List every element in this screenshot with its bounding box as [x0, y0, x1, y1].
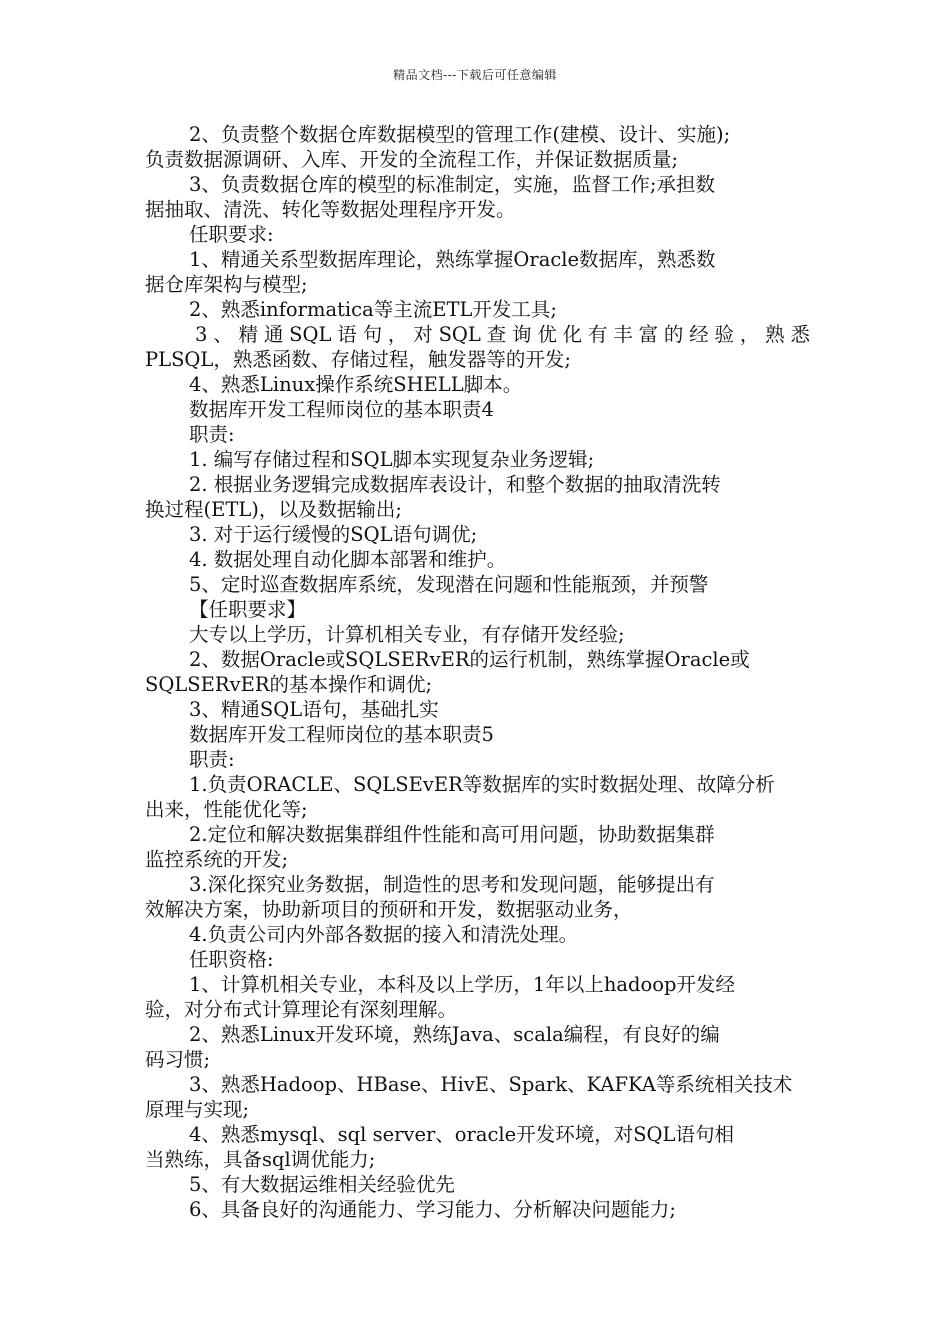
text-line: 大专以上学历，计算机相关专业，有存储开发经验; — [189, 623, 625, 646]
text-line: 换过程(ETL)，以及数据输出; — [145, 498, 402, 521]
document-body — [145, 122, 810, 1222]
text-line: 数据库开发工程师岗位的基本职责5 — [189, 723, 494, 746]
text-line: 1、计算机相关专业，本科及以上学历，1年以上hadoop开发经 — [189, 973, 735, 996]
text-line: 任职要求: — [189, 223, 274, 246]
text-line: 5、定时巡查数据库系统，发现潜在问题和性能瓶颈，并预警 — [189, 573, 709, 596]
text-line: 码习惯; — [145, 1048, 211, 1071]
text-line: 任职资格: — [189, 948, 274, 971]
text-line: 2、负责整个数据仓库数据模型的管理工作(建模、设计、实施); — [189, 123, 731, 146]
text-line: 出来，性能优化等; — [145, 798, 308, 821]
text-line: 验，对分布式计算理论有深刻理解。 — [145, 998, 458, 1021]
text-line: 1、精通关系型数据库理论，熟练掌握Oracle数据库，熟悉数 — [189, 248, 716, 271]
text-line: 4、熟悉mysql、sql server、oracle开发环境，对SQL语句相 — [189, 1123, 734, 1146]
text-line: 2.定位和解决数据集群组件性能和高可用问题，协助数据集群 — [189, 823, 715, 846]
text-line: 3、精通SQL语句，基础扎实 — [189, 698, 439, 721]
text-line: 6、具备良好的沟通能力、学习能力、分析解决问题能力; — [189, 1198, 676, 1221]
text-line: 职责: — [189, 748, 235, 771]
text-line: 原理与实现; — [145, 1098, 250, 1121]
text-line: 职责: — [189, 423, 235, 446]
page-header: 精品文档---下载后可任意编辑 — [393, 68, 557, 82]
text-line: 【任职要求】 — [189, 598, 307, 621]
text-line: PLSQL，熟悉函数、存储过程，触发器等的开发; — [145, 348, 571, 371]
text-line: 2. 根据业务逻辑完成数据库表设计，和整个数据的抽取清洗转 — [189, 473, 721, 496]
text-line: 3.深化探究业务数据，制造性的思考和发现问题，能够提出有 — [189, 873, 715, 896]
text-line: 1.负责ORACLE、SQLSEvER等数据库的实时数据处理、故障分析 — [189, 773, 775, 796]
text-line: 4. 数据处理自动化脚本部署和维护。 — [189, 548, 507, 571]
text-line: 2、熟悉informatica等主流ETL开发工具; — [189, 298, 557, 321]
text-line: 当熟练，具备sql调优能力; — [145, 1148, 376, 1171]
text-line: 4、熟悉Linux操作系统SHELL脚本。 — [189, 373, 523, 396]
text-line: 3、熟悉Hadoop、HBase、HivE、Spark、KAFKA等系统相关技术 — [189, 1073, 793, 1096]
text-line: 据仓库架构与模型; — [145, 273, 308, 296]
text-line: SQLSERvER的基本操作和调优; — [145, 673, 433, 696]
text-line: 据抽取、清洗、转化等数据处理程序开发。 — [145, 198, 516, 221]
text-line: 5、有大数据运维相关经验优先 — [189, 1173, 455, 1196]
text-line: 2、数据Oracle或SQLSERvER的运行机制，熟练掌握Oracle或 — [189, 648, 750, 671]
text-line: 负责数据源调研、入库、开发的全流程工作，并保证数据质量; — [145, 148, 679, 171]
text-line: 2、熟悉Linux开发环境，熟练Java、scala编程，有良好的编 — [189, 1023, 720, 1046]
text-line: 1. 编写存储过程和SQL脚本实现复杂业务逻辑; — [189, 448, 595, 471]
text-line: 3、精通SQL语句，对SQL查询优化有丰富的经验，熟悉 — [195, 323, 810, 346]
text-line: 监控系统的开发; — [145, 848, 289, 871]
text-line: 数据库开发工程师岗位的基本职责4 — [189, 398, 494, 421]
text-line: 效解决方案，协助新项目的预研和开发，数据驱动业务， — [145, 898, 633, 921]
text-line: 3、负责数据仓库的模型的标准制定，实施，监督工作;承担数 — [189, 173, 715, 196]
text-line: 4.负责公司内外部各数据的接入和清洗处理。 — [189, 923, 579, 946]
text-line: 3. 对于运行缓慢的SQL语句调优; — [189, 523, 478, 546]
